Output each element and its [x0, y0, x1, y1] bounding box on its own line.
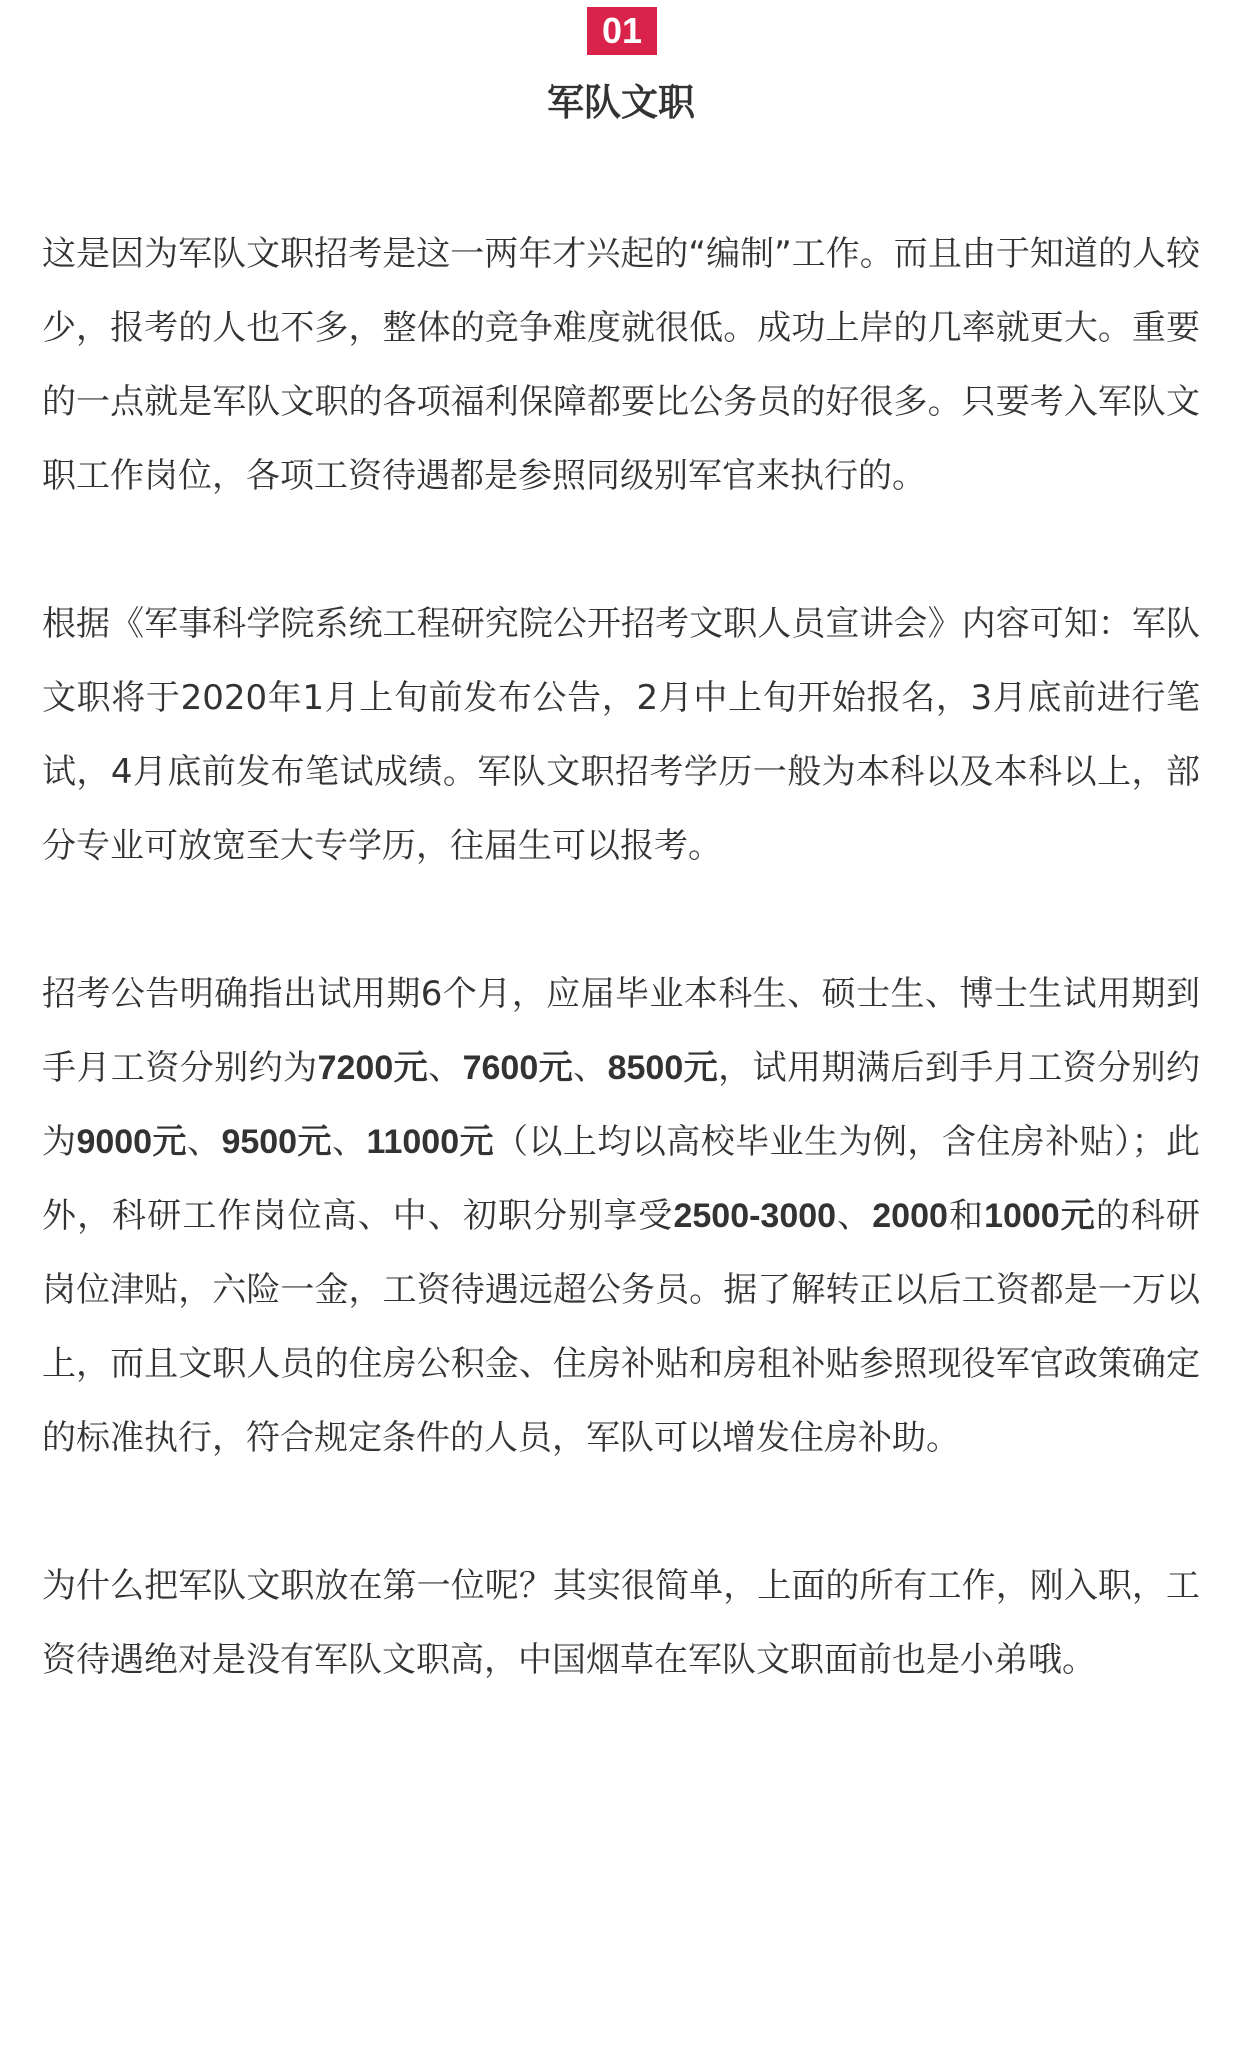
- section-title: 军队文职: [547, 81, 695, 124]
- salary-highlight: 11000元: [366, 1123, 495, 1161]
- article-body: [42, 217, 1200, 1771]
- section-number-badge: 01: [587, 7, 657, 55]
- allowance-highlight: 2000: [872, 1197, 948, 1235]
- salary-highlight: 7600元: [462, 1049, 574, 1087]
- text: （以上均以高校毕业生为例，含住房补贴）；此外，科研工作岗位高、中、初职分别享受: [42, 1122, 1201, 1236]
- text: 、: [428, 1048, 463, 1088]
- text: 、: [573, 1048, 608, 1088]
- text: 招考公告明确指出试用期6个月，应届毕业本科生、硕士生、博士生试用期到手月工资分别约为: [42, 974, 1200, 1088]
- salary-highlight: 7200元: [317, 1049, 429, 1087]
- paragraph-salary: [42, 957, 1200, 1475]
- allowance-highlight: 1000元: [984, 1197, 1096, 1235]
- text: ，试用期满后到手月工资分别约为: [42, 1048, 1201, 1162]
- paragraph-conclusion: 为什么把军队文职放在第一位呢？其实很简单，上面的所有工作，刚入职，工资待遇绝对是没有军队文职高，中国烟草在军队文职面前也是小弟哦。: [42, 1566, 1200, 1680]
- text: 、: [836, 1196, 873, 1236]
- salary-highlight: 9500元: [221, 1123, 332, 1161]
- text: 、: [187, 1122, 222, 1162]
- salary-highlight: 8500元: [607, 1049, 719, 1087]
- paragraph-intro: 这是因为军队文职招考是这一两年才兴起的“编制”工作。而且由于知道的人较少，报考的人也不多，整体的竞争难度就很低。成功上岸的几率就更大。重要的一点就是军队文职的各项福利保障都要比公务员的好很多。只要考入军队文职工作岗位，各项工资待遇都是参照同级别军官来执行的。: [42, 234, 1200, 496]
- salary-highlight: 9000元: [76, 1123, 187, 1161]
- text: 和: [947, 1196, 985, 1236]
- text: 的科研岗位津贴，六险一金，工资待遇远超公务员。据了解转正以后工资都是一万以上，而且文职人员的住房公积金、住房补贴和房租补贴参照现役军官政策确定的标准执行，符合规定条件的人员，军队可以增发住房补助。: [42, 1196, 1201, 1458]
- paragraph-schedule: 根据《军事科学院系统工程研究院公开招考文职人员宣讲会》内容可知：军队文职将于2020年1月上旬前发布公告，2月中上旬开始报名，3月底前进行笔试，4月底前发布笔试成绩。军队文职招考学历一般为本科以及本科以上，部分专业可放宽至大专学历，往届生可以报考。: [42, 604, 1200, 866]
- allowance-highlight: 2500-3000: [673, 1197, 837, 1235]
- text: 、: [332, 1122, 367, 1162]
